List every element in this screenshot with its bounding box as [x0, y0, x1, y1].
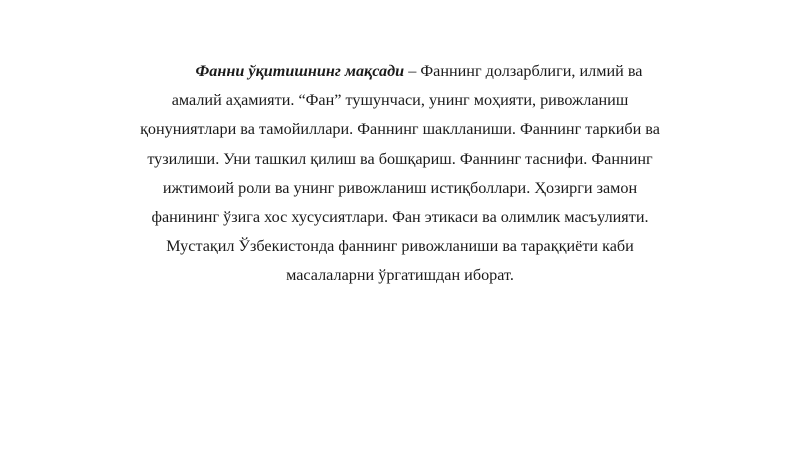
paragraph-line-3: қонуниятлари ва тамойиллари. Фаннинг шаклланиши. Фаннинг таркиби ва: [140, 120, 660, 139]
paragraph-line-5: ижтимоий роли ва унинг ривожланиш истиқболлари. Ҳозирги замон: [162, 178, 638, 197]
paragraph-line-7: Мустақил Ўзбекистонда фаннинг ривожланиши ва тараққиёти каби: [166, 237, 634, 256]
paragraph-line-1: [100, 57, 700, 86]
paragraph-line-4: тузилиши. Уни ташкил қилиш ва бошқариш. Фаннинг таснифи. Фаннинг: [147, 149, 653, 168]
lead-title: Фанни ўқитишнинг мақсади: [195, 62, 405, 80]
paragraph-line-6: фанининг ўзига хос хусусиятлари. Фан этикаси ва олимлик масъулияти.: [151, 208, 649, 227]
paragraph-line-8: масалаларни ўргатишдан иборат.: [286, 266, 514, 285]
paragraph: [100, 57, 700, 291]
line-text: – Фаннинг долзарблиги, илмий ва: [408, 62, 643, 80]
paragraph-line-2: амалий аҳамияти. “Фан” тушунчаси, унинг моҳияти, ривожланиш: [171, 91, 629, 110]
